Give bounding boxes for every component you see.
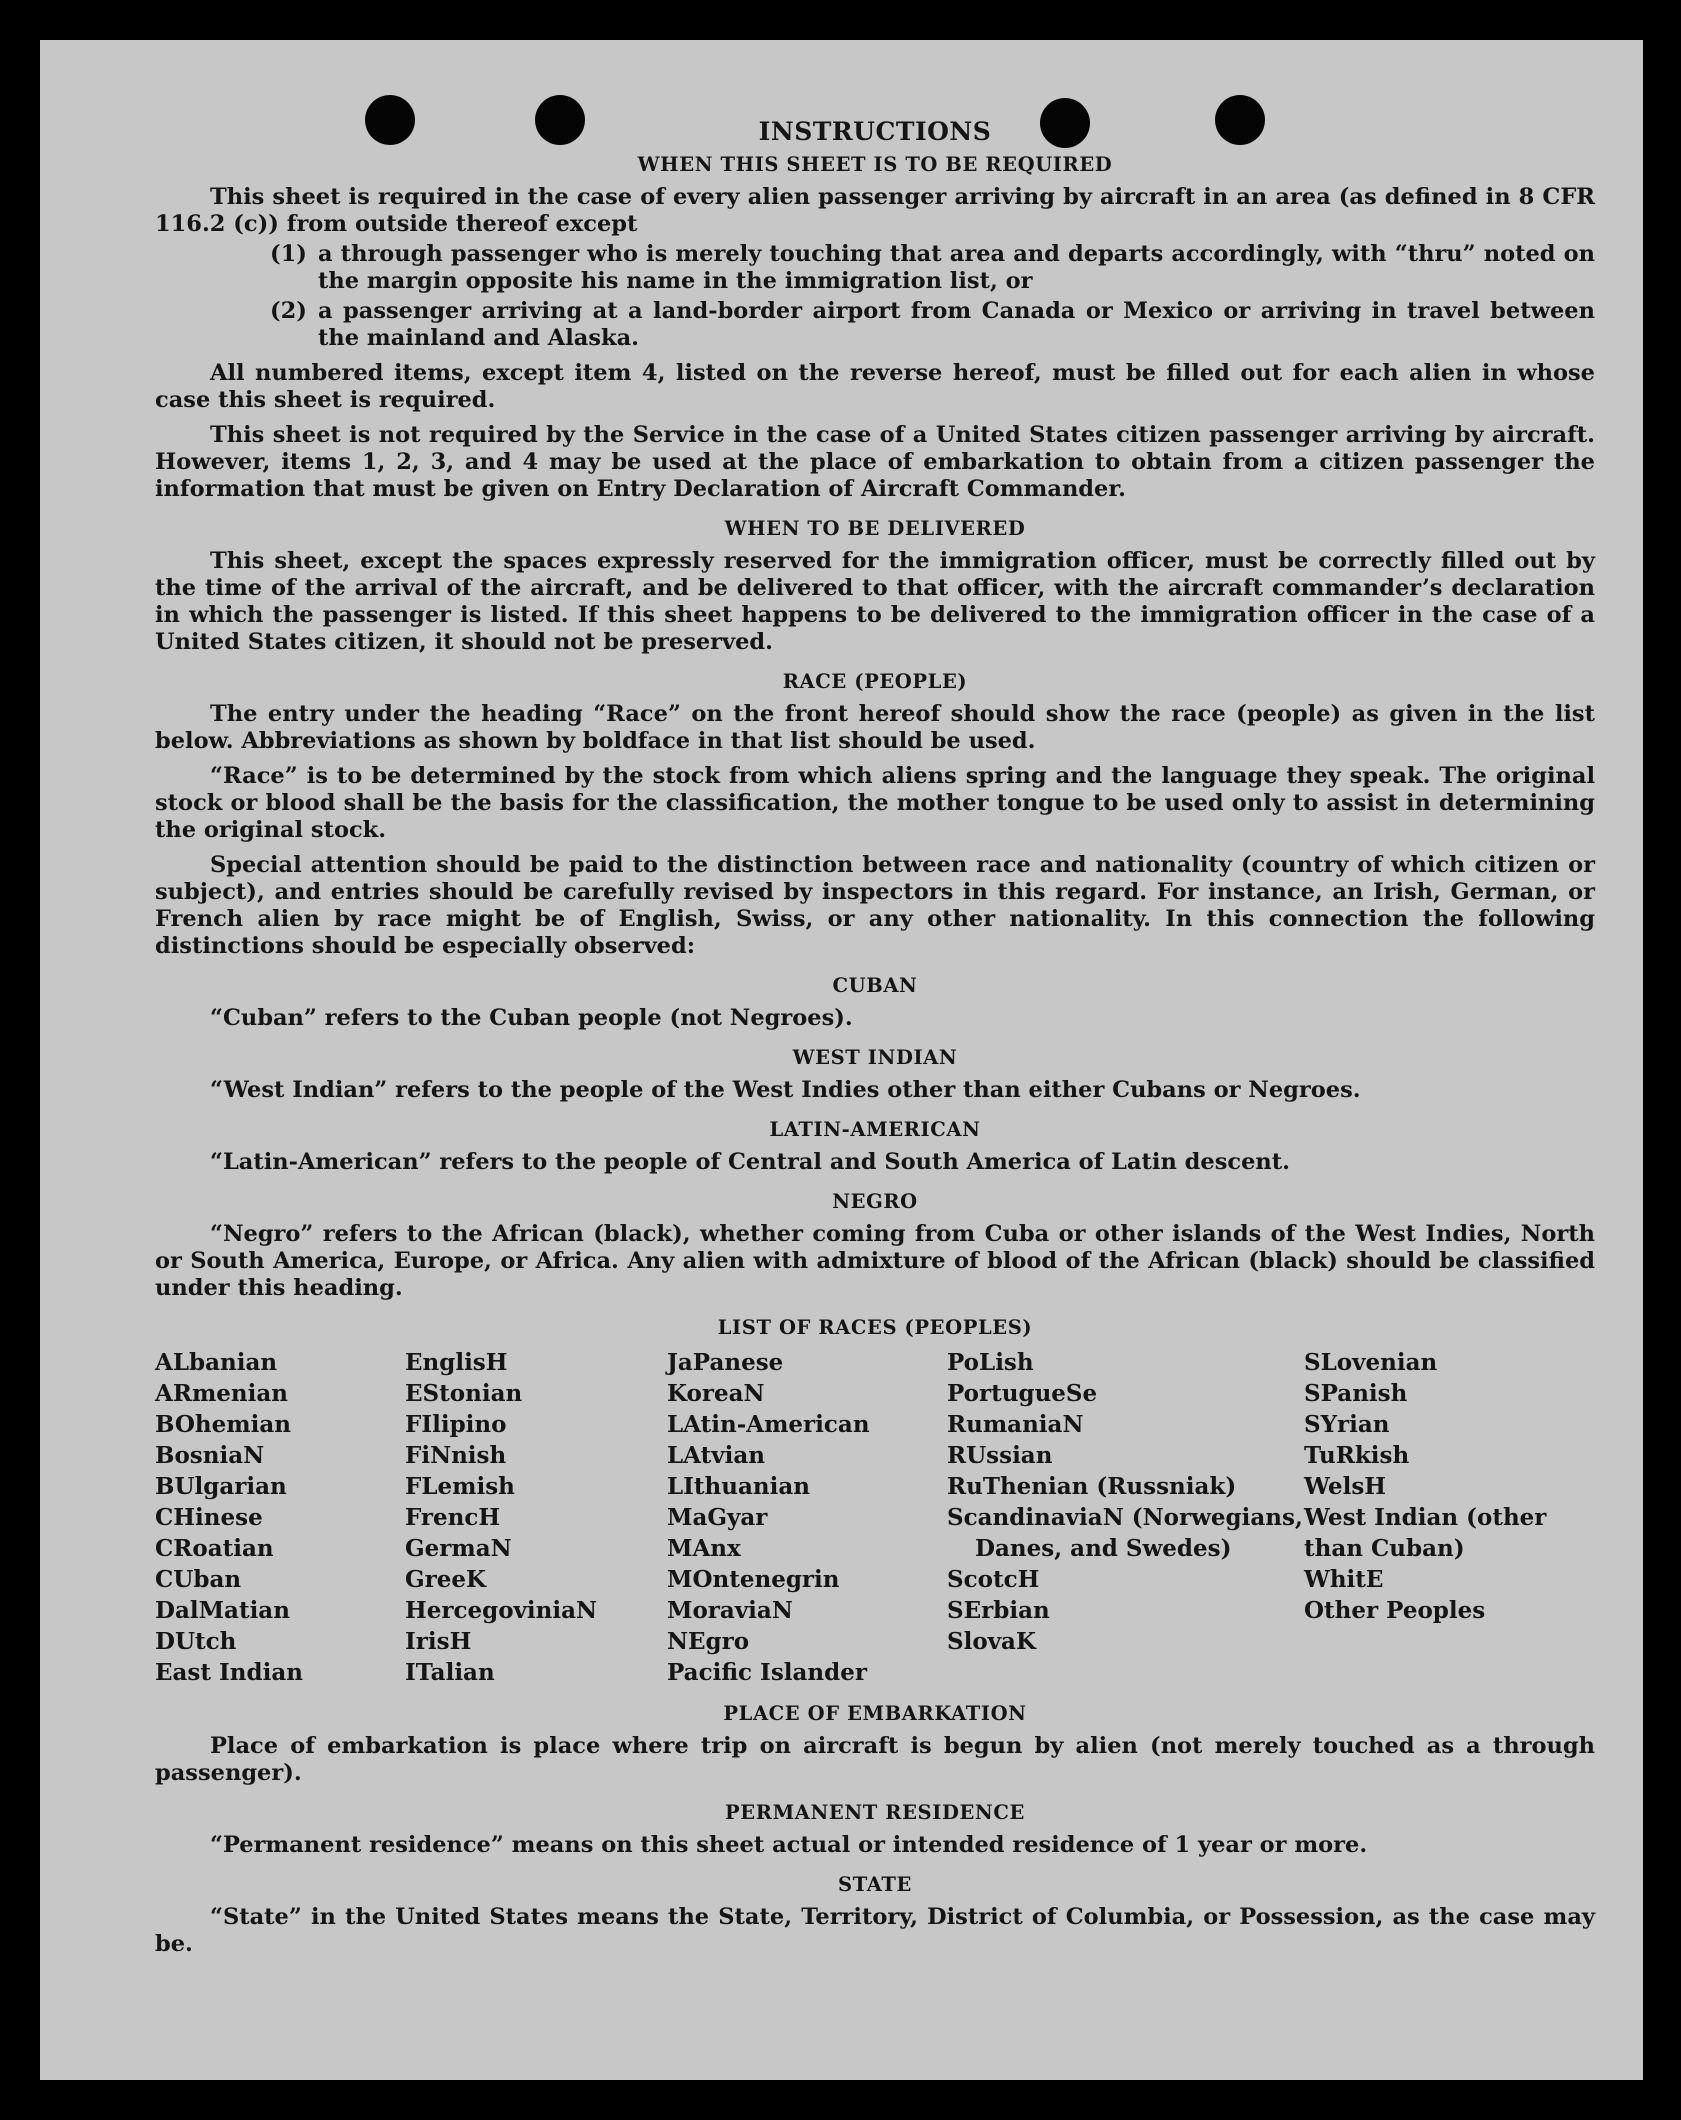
- race-item: PoLish: [947, 1349, 1034, 1376]
- race-item: LAtvian: [667, 1442, 765, 1469]
- race-item: West Indian (other than Cuban): [1304, 1504, 1547, 1562]
- race-item: HercegoviniaN: [405, 1597, 598, 1624]
- race-item: SlovaK: [947, 1628, 1036, 1655]
- races-column: [405, 1347, 667, 1688]
- race-item: EnglisH: [405, 1349, 508, 1376]
- definition-heading-west-indian: WEST INDIAN: [792, 1046, 958, 1069]
- race-item: MoraviaN: [667, 1597, 793, 1624]
- section-heading-race: RACE (PEOPLE): [782, 670, 968, 693]
- page-title: INSTRUCTIONS: [758, 117, 992, 146]
- race-item: Other Peoples: [1304, 1597, 1486, 1624]
- race-item: SYrian: [1304, 1411, 1390, 1438]
- race-item: GreeK: [405, 1566, 487, 1593]
- race-item: IrisH: [405, 1628, 472, 1655]
- exception-item: [270, 298, 1595, 352]
- race-item: CHinese: [155, 1504, 263, 1531]
- race-item: ALbanian: [155, 1349, 278, 1376]
- definition-heading-negro: NEGRO: [832, 1190, 918, 1213]
- race-item: MAnx: [667, 1535, 741, 1562]
- definition-text-latin-american: “Latin-American” refers to the people of Central and South America of Latin descent.: [210, 1149, 1290, 1175]
- citizen-paragraph: This sheet is not required by the Service in the case of a United States citizen passenger arriving by aircraft. However, items 1, 2, 3, and 4 may be used at the place of embarkation to obtain from a citizen passenger the information that must be given on Entry Declaration of Aircraft Commander.: [155, 422, 1595, 502]
- races-list: [155, 1347, 1595, 1688]
- race-item: LIthuanian: [667, 1473, 810, 1500]
- definition-text-west-indian: “West Indian” refers to the people of the West Indies other than either Cubans or Negroes.: [210, 1077, 1361, 1103]
- race-item: MaGyar: [667, 1504, 768, 1531]
- races-column: [947, 1347, 1304, 1688]
- definition-heading-cuban: CUBAN: [832, 974, 918, 997]
- race-paragraph-2: “Race” is to be determined by the stock from which aliens spring and the language they speak. The original stock or blood shall be the basis for the classification, the mother tongue to be used only to assist in determining the original stock.: [155, 763, 1595, 843]
- race-item: WhitE: [1304, 1566, 1384, 1593]
- races-column: [1304, 1347, 1564, 1688]
- exception-text: a passenger arriving at a land-border airport from Canada or Mexico or arriving in travel between the mainland and Alaska.: [318, 298, 1595, 351]
- race-item: JaPanese: [667, 1349, 784, 1376]
- when-required-intro: This sheet is required in the case of every alien passenger arriving by aircraft in an area (as defined in 8 CFR 116.2 (c)) from outside thereof except: [155, 184, 1595, 237]
- race-item: ARmenian: [155, 1380, 289, 1407]
- race-item: CUban: [155, 1566, 242, 1593]
- state-paragraph: “State” in the United States means the State, Territory, District of Columbia, or Possession, as the case may be.: [155, 1904, 1595, 1957]
- race-item: BOhemian: [155, 1411, 291, 1438]
- race-paragraph-3: Special attention should be paid to the distinction between race and nationality (country of which citizen or subject), and entries should be carefully revised by inspectors in this regard. For instance, an Irish, German, or French alien by race might be of English, Swiss, or any other nationality. In this connection the following distinctions should be especially observed:: [155, 852, 1595, 959]
- race-item: ScandinaviaN (Norwegians, Danes, and Swedes): [947, 1504, 1303, 1562]
- when-delivered-paragraph: This sheet, except the spaces expressly reserved for the immigration officer, must be correctly filled out by the time of the arrival of the aircraft, and be delivered to that officer, with the aircraft commander’s declaration in which the passenger is listed. If this sheet happens to be delivered to the immigration officer in the case of a United States citizen, it should not be preserved.: [155, 548, 1595, 655]
- document-page: [40, 40, 1643, 2080]
- section-heading-when-required: WHEN THIS SHEET IS TO BE REQUIRED: [637, 153, 1113, 176]
- race-item: CRoatian: [155, 1535, 274, 1562]
- race-item: GermaN: [405, 1535, 512, 1562]
- exception-item: [270, 241, 1595, 295]
- race-item: BUlgarian: [155, 1473, 287, 1500]
- section-heading-embarkation: PLACE OF EMBARKATION: [723, 1702, 1027, 1725]
- race-item: RUssian: [947, 1442, 1053, 1469]
- race-item: LAtin-American: [667, 1411, 870, 1438]
- race-item: NEgro: [667, 1628, 750, 1655]
- race-item: KoreaN: [667, 1380, 765, 1407]
- race-item: DalMatian: [155, 1597, 290, 1624]
- exception-text: a through passenger who is merely touching that area and departs accordingly, with “thru” noted on the margin opposite his name in the immigration list, or: [318, 241, 1595, 294]
- race-item: ITalian: [405, 1659, 495, 1686]
- numbered-items-paragraph: All numbered items, except item 4, listed on the reverse hereof, must be filled out for each alien in whose case this sheet is required.: [155, 360, 1595, 413]
- definition-text-cuban: “Cuban” refers to the Cuban people (not Negroes).: [210, 1005, 853, 1031]
- section-heading-list-of-races: LIST OF RACES (PEOPLES): [717, 1316, 1033, 1339]
- section-heading-residence: PERMANENT RESIDENCE: [725, 1801, 1025, 1824]
- definition-text-negro: “Negro” refers to the African (black), whether coming from Cuba or other islands of the West Indies, North or South America, Europe, or Africa. Any alien with admixture of blood of the African (black) should be classified under this heading.: [155, 1221, 1595, 1301]
- race-item: Pacific Islander: [667, 1659, 867, 1686]
- race-item: SErbian: [947, 1597, 1050, 1624]
- definition-heading-latin-american: LATIN-AMERICAN: [769, 1118, 981, 1141]
- races-column: [155, 1347, 405, 1688]
- instructions-body: [155, 118, 1595, 1958]
- embarkation-paragraph: Place of embarkation is place where trip on aircraft is begun by alien (not merely touched as a through passenger).: [155, 1733, 1595, 1786]
- race-item: EStonian: [405, 1380, 523, 1407]
- race-item: PortugueSe: [947, 1380, 1098, 1407]
- section-heading-state: STATE: [838, 1873, 912, 1896]
- race-item: BosniaN: [155, 1442, 265, 1469]
- races-column: [667, 1347, 947, 1688]
- race-item: WelsH: [1304, 1473, 1387, 1500]
- race-item: DUtch: [155, 1628, 237, 1655]
- race-item: RuThenian (Russniak): [947, 1473, 1237, 1500]
- race-item: FIlipino: [405, 1411, 507, 1438]
- residence-paragraph: “Permanent residence” means on this sheet actual or intended residence of 1 year or more.: [210, 1832, 1368, 1858]
- exception-number: (1): [270, 241, 307, 267]
- exception-number: (2): [270, 298, 307, 324]
- race-item: SPanish: [1304, 1380, 1408, 1407]
- race-item: MOntenegrin: [667, 1566, 840, 1593]
- race-item: TuRkish: [1304, 1442, 1410, 1469]
- race-item: SLovenian: [1304, 1349, 1438, 1376]
- section-heading-when-delivered: WHEN TO BE DELIVERED: [724, 517, 1026, 540]
- race-item: FLemish: [405, 1473, 515, 1500]
- race-item: East Indian: [155, 1659, 303, 1686]
- race-item: FiNnish: [405, 1442, 507, 1469]
- race-item: RumaniaN: [947, 1411, 1084, 1438]
- race-item: ScotcH: [947, 1566, 1040, 1593]
- race-item: FrencH: [405, 1504, 501, 1531]
- race-paragraph-1: The entry under the heading “Race” on the front hereof should show the race (people) as given in the list below. Abbreviations as shown by boldface in that list should be used.: [155, 701, 1595, 754]
